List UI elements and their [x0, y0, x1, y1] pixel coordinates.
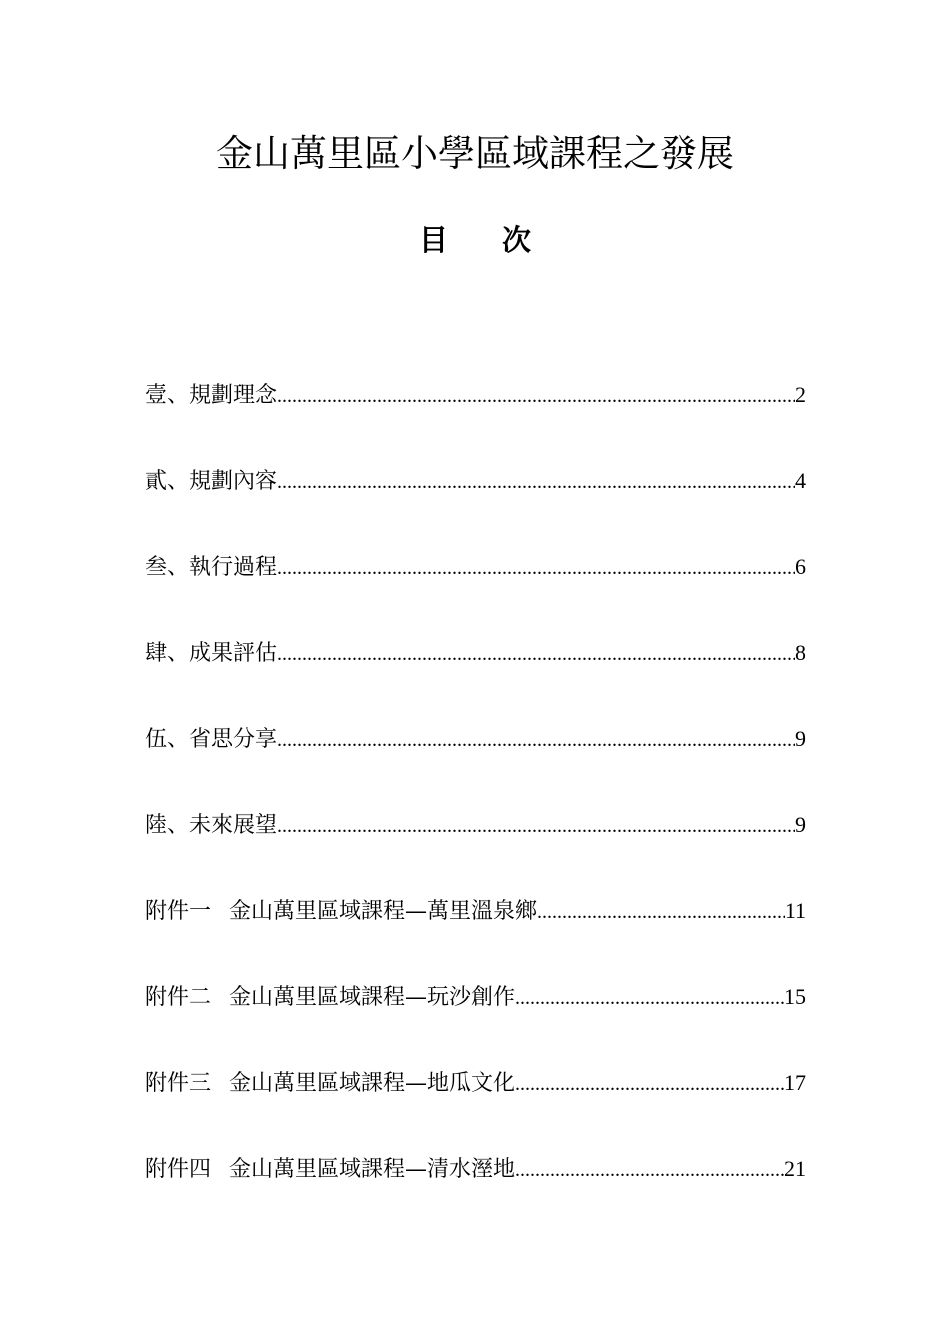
- toc-entry-prefix: 壹、: [145, 383, 190, 408]
- toc-dot-leader: [537, 892, 785, 932]
- toc-entry-label: [145, 634, 277, 674]
- toc-entry-prefix: 附件一: [145, 899, 212, 924]
- toc-entry-title: 未來展望: [189, 813, 278, 838]
- toc-entry-prefix: 附件四: [145, 1157, 212, 1182]
- toc-page-number: 15: [784, 984, 806, 1009]
- toc-page-number: 11: [784, 898, 806, 923]
- toc-entry-title: 成果評估: [189, 641, 278, 666]
- toc-entry-title: 規劃理念: [189, 383, 278, 408]
- toc-entry-1[interactable]: [145, 375, 806, 461]
- table-of-contents: [145, 375, 806, 1235]
- toc-entry-label: [145, 462, 277, 502]
- toc-entry-prefix: 附件三: [145, 1071, 212, 1096]
- toc-entry-label: [145, 806, 277, 846]
- toc-page-number: 6: [795, 554, 806, 579]
- toc-page-number: 2: [795, 382, 806, 407]
- toc-entry-prefix: 叁、: [145, 555, 190, 580]
- toc-page-number: 4: [795, 468, 806, 493]
- toc-entry-title: 省思分享: [189, 727, 278, 752]
- toc-entry-label: [145, 1150, 515, 1190]
- toc-dot-leader: [277, 634, 795, 674]
- toc-page-number: 9: [795, 812, 806, 837]
- toc-entry-prefix: 附件二: [145, 985, 212, 1010]
- document-title: 金山萬里區小學區域課程之發展: [216, 132, 734, 175]
- toc-page-number: 21: [784, 1156, 806, 1181]
- toc-entry-prefix: 貳、: [145, 469, 190, 494]
- toc-heading-second: 次: [502, 223, 532, 257]
- toc-page-number: 8: [795, 640, 806, 665]
- toc-entry-prefix: 伍、: [145, 727, 190, 752]
- toc-entry-7[interactable]: [145, 891, 806, 977]
- toc-entry-label: [145, 548, 277, 588]
- toc-entry-6[interactable]: [145, 805, 806, 891]
- toc-heading-first: 目: [418, 223, 448, 257]
- toc-entry-prefix: 陸、: [145, 813, 190, 838]
- toc-dot-leader: [515, 1064, 784, 1104]
- toc-entry-label: [145, 376, 277, 416]
- toc-dot-leader: [277, 548, 795, 588]
- toc-entry-10[interactable]: [145, 1149, 806, 1235]
- toc-page-number: 17: [784, 1070, 806, 1095]
- toc-entry-8[interactable]: [145, 977, 806, 1063]
- toc-entry-title: 金山萬里區域課程—地瓜文化: [229, 1071, 516, 1096]
- toc-entry-title: 規劃內容: [189, 469, 278, 494]
- toc-entry-3[interactable]: [145, 547, 806, 633]
- toc-dot-leader: [277, 806, 795, 846]
- toc-entry-5[interactable]: [145, 719, 806, 805]
- toc-entry-title: 執行過程: [189, 555, 278, 580]
- toc-dot-leader: [277, 462, 795, 502]
- toc-dot-leader: [277, 376, 795, 416]
- toc-entry-label: [145, 892, 537, 932]
- toc-entry-title: 金山萬里區域課程—清水溼地: [229, 1157, 516, 1182]
- toc-page-number: 9: [795, 726, 806, 751]
- toc-heading: [0, 220, 950, 260]
- toc-dot-leader: [515, 978, 784, 1018]
- toc-entry-prefix: 肆、: [145, 641, 190, 666]
- toc-entry-9[interactable]: [145, 1063, 806, 1149]
- toc-dot-leader: [277, 720, 795, 760]
- toc-entry-label: [145, 978, 515, 1018]
- toc-entry-label: [145, 1064, 515, 1104]
- toc-entry-label: [145, 720, 277, 760]
- toc-entry-4[interactable]: [145, 633, 806, 719]
- toc-entry-2[interactable]: [145, 461, 806, 547]
- toc-entry-title: 金山萬里區域課程—萬里溫泉鄉: [229, 899, 538, 924]
- toc-entry-title: 金山萬里區域課程—玩沙創作: [229, 985, 516, 1010]
- toc-dot-leader: [515, 1150, 784, 1190]
